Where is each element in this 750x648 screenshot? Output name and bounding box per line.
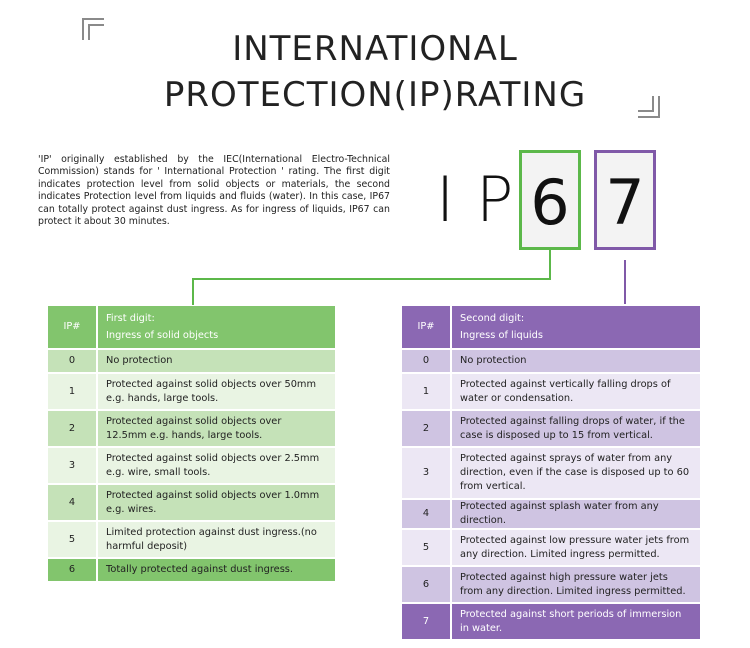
table-row [48, 374, 335, 409]
table-header-row [48, 306, 335, 348]
ip-value: 2 [402, 411, 450, 446]
ip-value: 3 [48, 448, 96, 483]
green-connector-drop [192, 278, 194, 305]
protection-text: No protection [450, 350, 700, 372]
table-row [48, 411, 335, 446]
protection-text: Protected against falling drops of water, if the case is disposed up to 15 from vertical. [450, 411, 700, 446]
ip-letter-i: I [436, 163, 455, 236]
page-title-line-1: INTERNATIONAL [232, 29, 518, 69]
protection-text: Protected against short periods of immersion in water. [450, 604, 700, 639]
digit-column-header [96, 306, 335, 348]
header-title: Second digit: [460, 313, 525, 324]
liquids-table [402, 304, 700, 641]
table-row [48, 350, 335, 372]
table-row [402, 448, 700, 498]
ip-value: 2 [48, 411, 96, 446]
digit-column-header [450, 306, 700, 348]
ip-value: 1 [402, 374, 450, 409]
header-subtitle: Ingress of liquids [460, 330, 543, 341]
protection-text: No protection [96, 350, 335, 372]
table-row [402, 374, 700, 409]
ip-value: 6 [48, 559, 96, 581]
table-row [402, 500, 700, 528]
ip-value: 3 [402, 448, 450, 498]
ip-letter-p: P [476, 163, 514, 236]
protection-text: Protected against low pressure water jets from any direction. Limited ingress permitted. [450, 530, 700, 565]
ip-column-header: IP# [402, 306, 450, 348]
ip-column-header: IP# [48, 306, 96, 348]
protection-text: Totally protected against dust ingress. [96, 559, 335, 581]
table-header-row [402, 306, 700, 348]
protection-text: Protected against solid objects over 2.5mm e.g. wire, small tools. [96, 448, 335, 483]
second-digit-box: 7 [594, 150, 656, 250]
ip-value: 7 [402, 604, 450, 639]
protection-text: Protected against high pressure water jets from any direction. Limited ingress permitted. [450, 567, 700, 602]
protection-text: Limited protection against dust ingress.(no harmful deposit) [96, 522, 335, 557]
green-connector-vertical [549, 250, 551, 280]
protection-text: Protected against solid objects over 1.0mm e.g. wires. [96, 485, 335, 520]
table-row [48, 448, 335, 483]
table-row [402, 567, 700, 602]
ip-value: 1 [48, 374, 96, 409]
purple-connector [624, 260, 626, 304]
ip-value: 4 [402, 500, 450, 528]
first-digit-box: 6 [519, 150, 581, 250]
ip-value: 0 [48, 350, 96, 372]
protection-text: Protected against solid objects over 50mm e.g. hands, large tools. [96, 374, 335, 409]
green-connector-horizontal [192, 278, 551, 280]
protection-text: Protected against vertically falling drops of water or condensation. [450, 374, 700, 409]
ip-value: 5 [48, 522, 96, 557]
header-title: First digit: [106, 313, 155, 324]
table-row [48, 485, 335, 520]
ip-value: 6 [402, 567, 450, 602]
header-subtitle: Ingress of solid objects [106, 330, 219, 341]
protection-text: Protected against splash water from any direction. [450, 500, 700, 528]
page-title-line-2: PROTECTION(IP)RATING [163, 75, 587, 115]
protection-text: Protected against solid objects over 12.5mm e.g. hands, large tools. [96, 411, 335, 446]
protection-text: Protected against sprays of water from any direction, even if the case is disposed up to 60 from vertical. [450, 448, 700, 498]
table-row-highlighted [402, 604, 700, 639]
table-row [48, 522, 335, 557]
table-row [402, 411, 700, 446]
ip-value: 4 [48, 485, 96, 520]
table-row-highlighted [48, 559, 335, 581]
ip-description: 'IP' originally established by the IEC(International Electro-Technical Commission) stands for ' International Protection ' rating. The first digit indicates protection level from solid objects or materials, the second indicates Protection level from liquids and fluids (water). In this case, IP67 can totally protect against dust ingress. As for ingress of liquids, IP67 can protect it about 30 minutes. [38, 154, 390, 228]
ip-value: 0 [402, 350, 450, 372]
table-row [402, 350, 700, 372]
solid-objects-table [48, 304, 335, 583]
table-row [402, 530, 700, 565]
ip-value: 5 [402, 530, 450, 565]
